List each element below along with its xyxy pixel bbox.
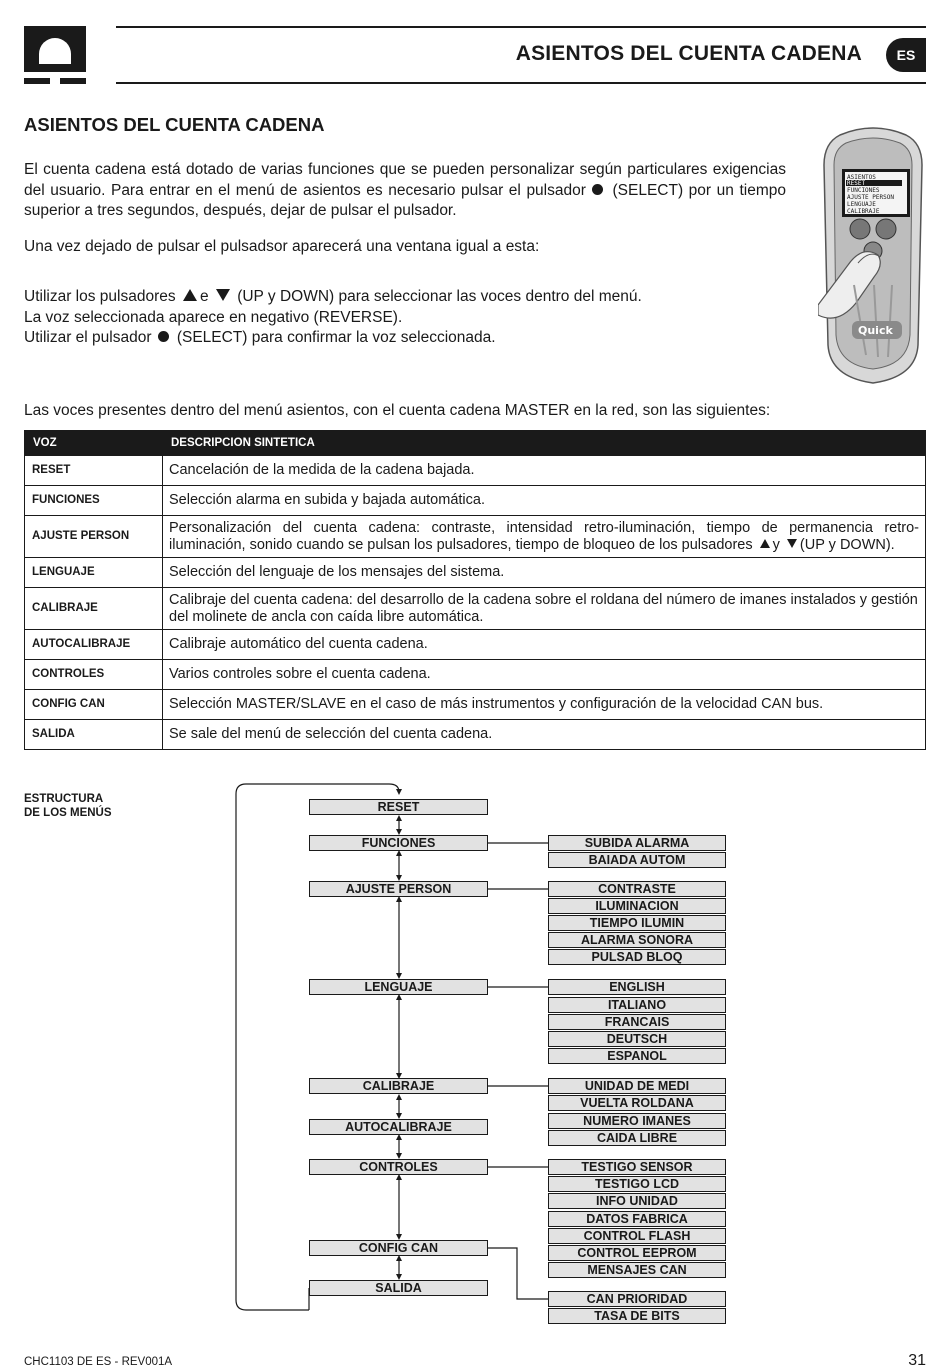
row-desc-y: y	[772, 536, 780, 553]
structure-label	[24, 792, 112, 820]
menu-box-lenguaje: LENGUAJE	[309, 979, 488, 995]
submenu-box: TESTIGO SENSOR	[548, 1159, 726, 1175]
intro-paragraph	[24, 160, 786, 222]
submenu-box: ITALIANO	[548, 997, 726, 1013]
table-row	[25, 516, 926, 558]
select-button-icon-2	[158, 331, 169, 342]
language-badge: ES	[886, 38, 926, 72]
table-row	[25, 690, 926, 720]
table-row	[25, 588, 926, 630]
row-voz: RESET	[25, 456, 163, 486]
device-screen-line-5: LENGUAJE	[847, 201, 876, 208]
submenu-box: TIEMPO ILUMIN	[548, 915, 726, 931]
table-row	[25, 486, 926, 516]
col-header-voz: VOZ	[25, 431, 163, 456]
header-rule-bottom	[116, 82, 926, 84]
submenu-box: CONTROL FLASH	[548, 1228, 726, 1244]
submenu-box: ESPANOL	[548, 1048, 726, 1064]
down-arrow-icon	[216, 289, 230, 301]
submenu-box: MENSAJES CAN	[548, 1262, 726, 1278]
device-screen-line-6: CALIBRAJE	[847, 208, 880, 215]
submenu-box: NUMERO IMANES	[548, 1113, 726, 1129]
submenu-box: INFO UNIDAD	[548, 1193, 726, 1209]
row-desc: Calibraje del cuenta cadena: del desarrollo de la cadena sobre el roldana del número de imanes instalados y gestión del molinete de ancla con caída libre automática.	[163, 588, 926, 630]
structure-label-line-2: DE LOS MENÚS	[24, 807, 112, 819]
row-voz: SALIDA	[25, 720, 163, 750]
menu-box-controles: CONTROLES	[309, 1159, 488, 1175]
row-voz: CONFIG CAN	[25, 690, 163, 720]
select-text-b: (SELECT) para confirmar la voz seleccionada.	[176, 329, 496, 346]
row-desc: Varios controles sobre el cuenta cadena.	[163, 660, 926, 690]
select-button-icon	[592, 184, 603, 195]
reverse-text: La voz seleccionada aparece en negativo (REVERSE).	[24, 308, 403, 326]
table-row	[25, 558, 926, 588]
menu-box-config-can: CONFIG CAN	[309, 1240, 488, 1256]
table-row	[25, 720, 926, 750]
buttons-paragraph	[24, 287, 786, 349]
select-text-a: Utilizar el pulsador	[24, 329, 152, 346]
window-paragraph: Una vez dejado de pulsar el pulsadsor aparecerá una ventana igual a esta:	[24, 238, 540, 255]
submenu-box: BAIADA AUTOM	[548, 852, 726, 868]
quick-logo-icon	[24, 26, 86, 84]
submenu-box: CAN PRIORIDAD	[548, 1291, 726, 1307]
submenu-box: FRANCAIS	[548, 1014, 726, 1030]
row-desc	[163, 516, 926, 558]
menu-box-autocalibraje: AUTOCALIBRAJE	[309, 1119, 488, 1135]
submenu-box: CAIDA LIBRE	[548, 1130, 726, 1146]
menu-box-salida: SALIDA	[309, 1280, 488, 1296]
header-title: ASIENTOS DEL CUENTA CADENA	[515, 42, 862, 65]
row-desc-tail: (UP y DOWN).	[799, 536, 895, 553]
submenu-box: SUBIDA ALARMA	[548, 835, 726, 851]
submenu-box: TESTIGO LCD	[548, 1176, 726, 1192]
device-screen-line-2: RESET	[847, 180, 866, 187]
row-desc: Selección alarma en subida y bajada automática.	[163, 486, 926, 516]
up-arrow-icon	[183, 289, 197, 301]
menu-box-ajuste-person: AJUSTE PERSON	[309, 881, 488, 897]
row-voz: CALIBRAJE	[25, 588, 163, 630]
buttons-text-b: (UP y DOWN) para seleccionar las voces dentro del menú.	[237, 288, 642, 305]
menu-box-reset: RESET	[309, 799, 488, 815]
table-row	[25, 660, 926, 690]
table-row	[25, 630, 926, 660]
menu-description-table	[24, 430, 926, 750]
row-voz: AJUSTE PERSON	[25, 516, 163, 558]
submenu-box: DEUTSCH	[548, 1031, 726, 1047]
submenu-box: TASA DE BITS	[548, 1308, 726, 1324]
chain-counter-device-illustration	[818, 125, 928, 387]
structure-label-line-1: ESTRUCTURA	[24, 793, 104, 805]
menu-box-calibraje: CALIBRAJE	[309, 1078, 488, 1094]
row-voz: CONTROLES	[25, 660, 163, 690]
submenu-box: DATOS FABRICA	[548, 1211, 726, 1227]
device-screen-line-1: ASIENTOS	[847, 174, 876, 181]
intro-text-a: El cuenta cadena está dotado de varias funciones que se pueden personalizar según particulares exigencias del usuario. Para entrar en el menú de asientos es necesario pulsar el pulsador	[24, 161, 786, 199]
row-desc-text: Personalización del cuenta cadena: contraste, intensidad retro-iluminación, tiempo de permanencia retro-iluminación, sonido cuando se pulsan los pulsadores, tiempo de bloqueo de los pulsadores	[169, 519, 919, 553]
device-brand: Quick	[858, 324, 893, 337]
buttons-text-a: Utilizar los pulsadores	[24, 288, 176, 305]
device-screen-line-4: AJUSTE PERSON	[847, 194, 894, 201]
row-voz: FUNCIONES	[25, 486, 163, 516]
table-row	[25, 456, 926, 486]
submenu-box: ENGLISH	[548, 979, 726, 995]
submenu-box: PULSAD BLOQ	[548, 949, 726, 965]
row-desc: Cancelación de la medida de la cadena bajada.	[163, 456, 926, 486]
table-header-row	[25, 431, 926, 456]
row-voz: LENGUAJE	[25, 558, 163, 588]
row-desc: Selección del lenguaje de los mensajes del sistema.	[163, 558, 926, 588]
submenu-box: UNIDAD DE MEDI	[548, 1078, 726, 1094]
list-intro: Las voces presentes dentro del menú asientos, con el cuenta cadena MASTER en la red, son las siguientes:	[24, 402, 771, 419]
menu-box-funciones: FUNCIONES	[309, 835, 488, 851]
row-desc: Se sale del menú de selección del cuenta cadena.	[163, 720, 926, 750]
page-number: 31	[908, 1352, 926, 1369]
submenu-box: CONTROL EEPROM	[548, 1245, 726, 1261]
submenu-box: ALARMA SONORA	[548, 932, 726, 948]
submenu-box: ILUMINACION	[548, 898, 726, 914]
buttons-text-e: e	[199, 288, 209, 305]
device-screen-line-3: FUNCIONES	[847, 187, 880, 194]
section-title: ASIENTOS DEL CUENTA CADENA	[24, 114, 325, 135]
header-rule-top	[116, 26, 926, 28]
up-arrow-icon	[760, 539, 770, 548]
submenu-box: CONTRASTE	[548, 881, 726, 897]
row-desc: Calibraje automático del cuenta cadena.	[163, 630, 926, 660]
row-desc: Selección MASTER/SLAVE en el caso de más instrumentos y configuración de la velocidad CAN bus.	[163, 690, 926, 720]
down-arrow-icon	[787, 539, 797, 548]
submenu-box: VUELTA ROLDANA	[548, 1095, 726, 1111]
col-header-descripcion: DESCRIPCION SINTETICA	[163, 431, 926, 456]
row-voz: AUTOCALIBRAJE	[25, 630, 163, 660]
intro-text-b: (SELECT) por un tiempo superior a tres segundos, después, dejar de pulsar el pulsador.	[24, 181, 786, 219]
document-code: CHC1103 DE ES - REV001A	[24, 1356, 173, 1368]
